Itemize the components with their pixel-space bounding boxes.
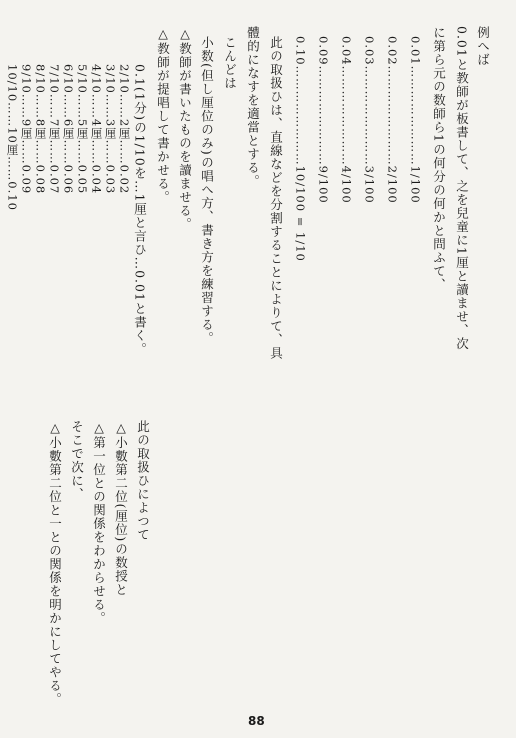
text-column: 0.09……………………9/100: [316, 36, 331, 204]
text-column: 0.03……………………3/100: [362, 36, 377, 204]
text-column: 9/10……9厘……0.09: [19, 64, 34, 195]
text-column: 例へば: [475, 26, 491, 67]
text-column: 7/10……7厘……0.07: [47, 64, 62, 195]
text-column: 0.10……………………10/100 = 1/10: [293, 36, 308, 262]
text-column: △小數第二位と一との関係を明かにしてやる。: [47, 420, 63, 706]
text-column: 8/10……8厘……0.08: [33, 64, 48, 195]
text-column: 此の取扱ひは、直線などを分割することによりて、具: [268, 36, 284, 360]
text-column: 體的になすを適當とする。: [245, 26, 261, 188]
page-number: 88: [248, 714, 265, 728]
text-column: △教師が提唱して書かせる。: [155, 26, 171, 204]
text-column: 5/10……5厘……0.05: [75, 64, 90, 195]
text-column: そこで次に、: [69, 420, 85, 501]
text-column: 2/10……2厘……0.02: [117, 64, 132, 195]
text-column: △小數第二位(厘位)の数授と: [113, 420, 129, 597]
text-column: 0.1(1分)の1/10を…1厘と言ひ…0.01と書く。: [132, 64, 148, 356]
text-column: 0.01……………………1/100: [408, 36, 423, 204]
text-column: 0.02……………………2/100: [385, 36, 400, 204]
text-column: に第ら元の数師ら1の何分の何かと問ふて、: [431, 26, 447, 292]
text-column: △第一位との関係をわからせる。: [91, 420, 107, 625]
text-column: 6/10……6厘……0.06: [61, 64, 76, 195]
text-column: 此の取扱ひによつて: [135, 420, 151, 542]
text-column: △教師が書いたものを讀ませる。: [177, 26, 193, 231]
text-column: 小数(但し厘位のみ)の唱へ方、書き方を練習する。: [199, 36, 215, 345]
text-column: 4/10……4厘……0.04: [89, 64, 104, 195]
text-column: 3/10……3厘……0.03: [103, 64, 118, 195]
text-column: 0.01と教師が板書して、之を兒童に1厘と讀ませ、次: [454, 26, 470, 351]
text-column: 0.04……………………4/100: [339, 36, 354, 204]
text-column: 10/10……10厘……0.10: [5, 64, 20, 211]
text-column: こんどは: [222, 36, 238, 90]
